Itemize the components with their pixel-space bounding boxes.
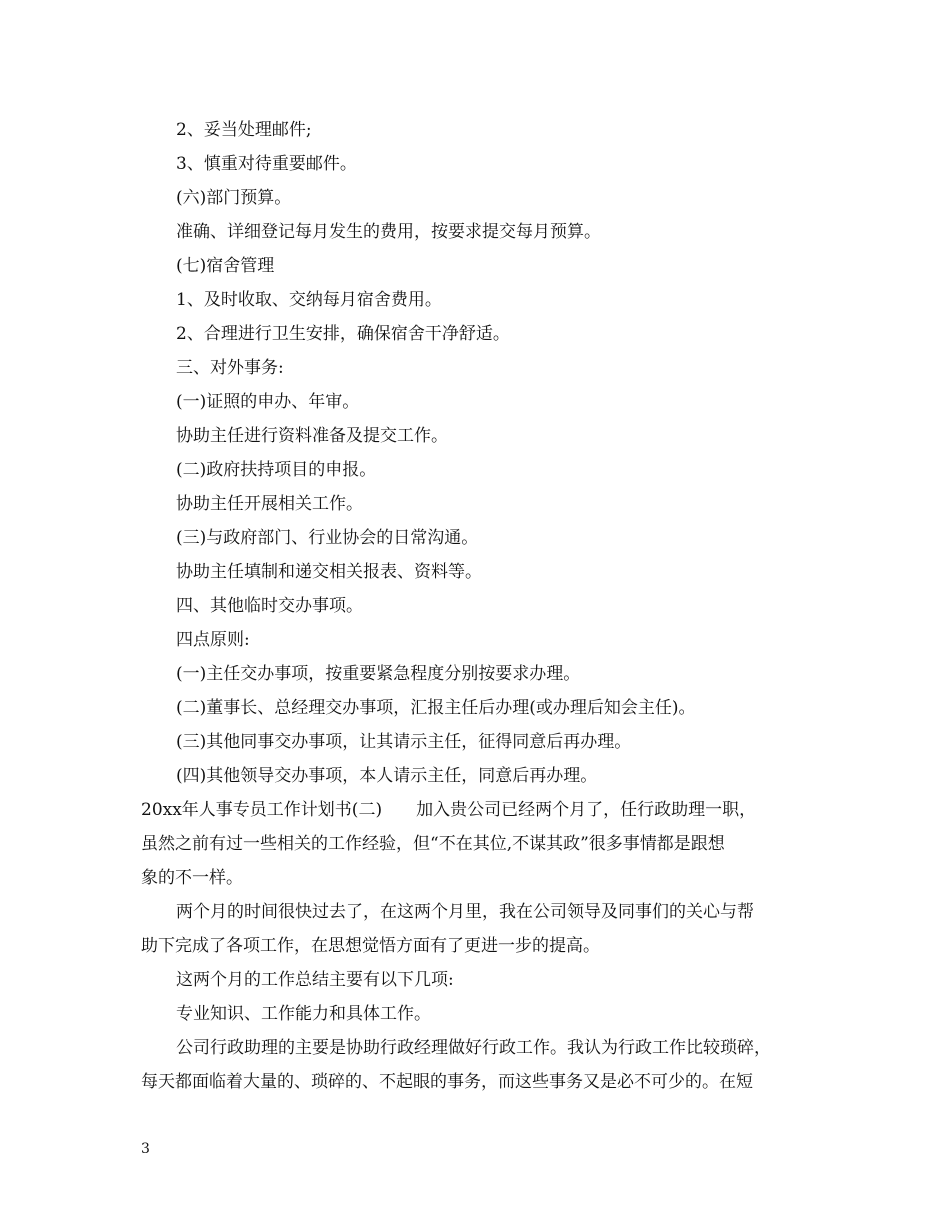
text-line: 2、合理进行卫生安排，确保宿舍干净舒适。 bbox=[176, 324, 510, 344]
text-line: (一)证照的申办、年审。 bbox=[176, 392, 360, 412]
text-line: 三、对外事务: bbox=[176, 358, 284, 378]
text-line: 助下完成了各项工作，在思想觉悟方面有了更进一步的提高。 bbox=[141, 936, 600, 956]
text-line: 公司行政助理的主要是协助行政经理做好行政工作。我认为行政工作比较琐碎， bbox=[176, 1038, 771, 1058]
text-line: (四)其他领导交办事项，本人请示主任，同意后再办理。 bbox=[176, 766, 598, 786]
text-line: 两个月的时间很快过去了，在这两个月里，我在公司领导及同事们的关心与帮 bbox=[176, 902, 754, 922]
text-line: 象的不一样。 bbox=[141, 868, 243, 888]
text-line: 协助主任开展相关工作。 bbox=[176, 494, 363, 514]
text-line: (七)宿舍管理 bbox=[176, 256, 275, 276]
page-number: 3 bbox=[141, 1141, 150, 1157]
text-line: 虽然之前有过一些相关的工作经验，但“不在其位,不谋其政”很多事情都是跟想 bbox=[141, 834, 725, 854]
text-line: 每天都面临着大量的、琐碎的、不起眼的事务，而这些事务又是必不可少的。在短 bbox=[141, 1072, 753, 1092]
text-line: 协助主任进行资料准备及提交工作。 bbox=[176, 426, 448, 446]
text-line: (一)主任交办事项，按重要紧急程度分别按要求办理。 bbox=[176, 664, 581, 684]
text-line: (六)部门预算。 bbox=[176, 188, 292, 208]
text-line: 专业知识、工作能力和具体工作。 bbox=[176, 1004, 431, 1024]
text-line: (三)与政府部门、行业协会的日常沟通。 bbox=[176, 528, 479, 548]
text-line: 1、及时收取、交纳每月宿舍费用。 bbox=[176, 290, 442, 310]
text-line: (三)其他同事交办事项，让其请示主任，征得同意后再办理。 bbox=[176, 732, 632, 752]
text-line: 协助主任填制和递交相关报表、资料等。 bbox=[176, 562, 482, 582]
text-line: 四点原则: bbox=[176, 630, 250, 650]
text-line: 3、慎重对待重要邮件。 bbox=[176, 154, 357, 174]
text-line: 这两个月的工作总结主要有以下几项: bbox=[176, 970, 454, 990]
text-line: (二)政府扶持项目的申报。 bbox=[176, 460, 377, 480]
text-line: 2、妥当处理邮件; bbox=[176, 120, 312, 140]
text-line: 20xx年人事专员工作计划书(二) 加入贵公司已经两个月了，任行政助理一职， bbox=[141, 800, 757, 820]
text-line: (二)董事长、总经理交办事项，汇报主任后办理(或办理后知会主任)。 bbox=[176, 698, 696, 718]
text-line: 准确、详细登记每月发生的费用，按要求提交每月预算。 bbox=[176, 222, 601, 242]
text-line: 四、其他临时交办事项。 bbox=[176, 596, 363, 616]
